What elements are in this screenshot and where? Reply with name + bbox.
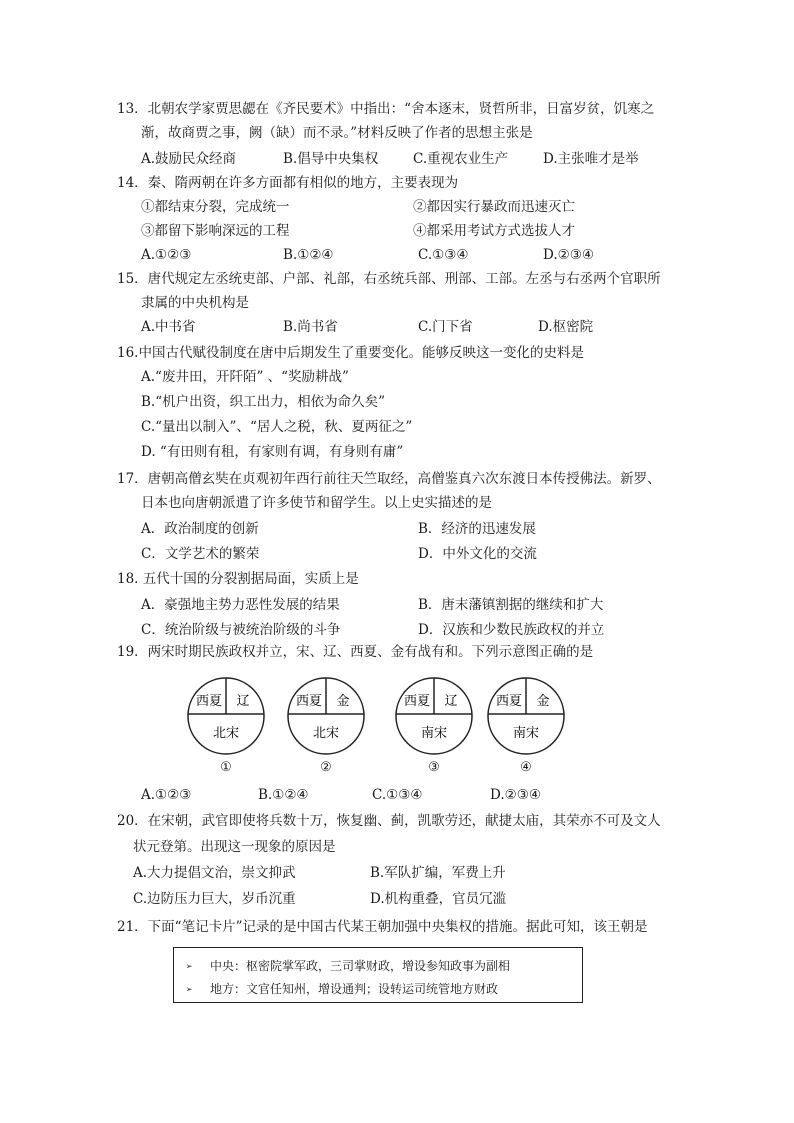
q16-stem: 16.中国古代赋役制度在唐中后期发生了重要变化。能够反映这一变化的史料是 xyxy=(117,345,584,361)
q17-option-c[interactable]: C．文学艺术的繁荣 xyxy=(141,546,260,562)
q13-option-a[interactable]: A.鼓励民众经商 xyxy=(141,151,237,167)
q16-option-a[interactable]: A.“废井田，开阡陌” 、“奖励耕战” xyxy=(141,369,349,385)
q18-stem: 18. 五代十国的分裂割据局面，实质上是 xyxy=(117,571,359,587)
q19-diagrams xyxy=(186,676,576,776)
q18-option-b[interactable]: B．唐末藩镇割据的继续和扩大 xyxy=(418,597,604,613)
region-right-label: 辽 xyxy=(236,694,250,709)
q15-stem-line1: 15．唐代规定左丞统吏部、户部、礼部，右丞统兵部、刑部、工部。左丞与右丞两个官职所 xyxy=(117,271,661,287)
q15-option-b[interactable]: B.尚书省 xyxy=(283,319,338,335)
q19-diagram-2-label: ② xyxy=(320,760,332,775)
q15-option-a[interactable]: A.中书省 xyxy=(141,319,196,335)
q20-option-d[interactable]: D.机构重叠，官员冗滥 xyxy=(370,891,507,907)
q19-diagram-4 xyxy=(486,676,566,756)
q19-diagram-3 xyxy=(394,676,474,756)
arrow-bullet-icon: ➢ xyxy=(186,960,193,973)
q18-option-d[interactable]: D．汉族和少数民族政权的并立 xyxy=(418,622,605,638)
region-bottom-label: 南宋 xyxy=(420,726,448,741)
q20-option-a[interactable]: A.大力提倡文治，崇文抑武 xyxy=(133,865,296,881)
q17-stem-line1: 17．唐朝高僧玄奘在贞观初年西行前往天竺取经，高僧鉴真六次东渡日本传授佛法。新罗、 xyxy=(117,471,661,487)
q14-option-a[interactable]: A.①②③ xyxy=(141,247,192,263)
region-right-label: 金 xyxy=(336,694,350,709)
q19-diagram-4-label: ④ xyxy=(520,760,532,775)
note-card xyxy=(173,947,583,1003)
q16-option-d[interactable]: D. “有田则有租，有家则有调，有身则有庸” xyxy=(141,444,404,460)
region-bottom-label: 北宋 xyxy=(212,726,240,741)
q20-option-c[interactable]: C.边防压力巨大，岁币沉重 xyxy=(133,891,296,907)
q19-option-b[interactable]: B.①②④ xyxy=(258,787,309,803)
note-card-central-text: 中央：枢密院掌军政，三司掌财政，增设参知政事为副相 xyxy=(210,959,511,973)
region-right-label: 金 xyxy=(536,694,550,709)
q20-stem-line1: 20．在宋朝，武官即使将兵数十万，恢复幽、蓟，凯歌劳还，献捷太庙，其荣亦不可及文人 xyxy=(117,813,661,829)
q19-stem: 19．两宋时期民族政权并立，宋、辽、西夏、金有战有和。下列示意图正确的是 xyxy=(117,644,594,660)
q19-option-a[interactable]: A.①②③ xyxy=(141,787,192,803)
q13-option-b[interactable]: B.倡导中央集权 xyxy=(283,151,379,167)
q13-stem-line2: 渐，故商贾之事，阙（缺）而不录。”材料反映了作者的思想主张是 xyxy=(141,125,533,141)
q14-item-4: ④都采用考试方式选拔人才 xyxy=(413,223,575,239)
q13-option-c[interactable]: C.重视农业生产 xyxy=(413,151,509,167)
q16-option-c[interactable]: C.“量出以制入”、“居人之税，秋、夏两征之” xyxy=(141,419,413,435)
q17-option-a[interactable]: A．政治制度的创新 xyxy=(141,521,259,537)
region-left-label: 西夏 xyxy=(195,694,223,709)
note-card-local-text: 地方：文官任知州，增设通判；设转运司统管地方财政 xyxy=(210,982,499,996)
q19-diagram-1-label: ① xyxy=(220,760,232,775)
q17-stem-line2: 日本也向唐朝派遣了许多使节和留学生。以上史实描述的是 xyxy=(141,495,492,511)
q17-option-b[interactable]: B．经济的迅速发展 xyxy=(418,521,536,537)
q14-option-c[interactable]: C.①③④ xyxy=(418,247,469,263)
q19-diagram-2 xyxy=(286,676,366,756)
region-left-label: 西夏 xyxy=(495,694,523,709)
q19-option-c[interactable]: C.①③④ xyxy=(372,787,423,803)
region-bottom-label: 南宋 xyxy=(512,726,540,741)
q16-option-b[interactable]: B.“机户出资，织工出力，相依为命久矣” xyxy=(141,394,386,410)
q20-option-b[interactable]: B.军队扩编，军费上升 xyxy=(370,865,506,881)
q18-option-a[interactable]: A．豪强地主势力恶性发展的结果 xyxy=(141,597,340,613)
q14-option-b[interactable]: B.①②④ xyxy=(283,247,334,263)
q14-option-d[interactable]: D.②③④ xyxy=(543,247,594,263)
q15-option-c[interactable]: C.门下省 xyxy=(418,319,473,335)
region-bottom-label: 北宋 xyxy=(312,726,340,741)
q13-option-d[interactable]: D.主张唯才是举 xyxy=(543,151,639,167)
q14-item-3: ③都留下影响深远的工程 xyxy=(141,223,290,239)
q20-stem-line2: 状元登第。出现这一现象的原因是 xyxy=(133,839,336,855)
note-card-row-local xyxy=(186,981,498,998)
q15-stem-line2: 隶属的中央机构是 xyxy=(141,295,249,311)
q14-item-1: ①都结束分裂，完成统一 xyxy=(141,199,290,215)
q19-diagram-3-label: ③ xyxy=(428,760,440,775)
q18-option-c[interactable]: C．统治阶级与被统治阶级的斗争 xyxy=(141,622,341,638)
q21-stem: 21．下面“笔记卡片”记录的是中国古代某王朝加强中央集权的措施。据此可知，该王朝是 xyxy=(117,919,648,935)
q13-stem-line1: 13．北朝农学家贾思勰在《齐民要术》中指出：“舍本逐末，贤哲所非，日富岁贫，饥寒之 xyxy=(117,101,655,117)
q17-option-d[interactable]: D．中外文化的交流 xyxy=(418,546,537,562)
q19-diagram-1 xyxy=(186,676,266,756)
arrow-bullet-icon: ➢ xyxy=(186,983,193,996)
q14-stem: 14．秦、隋两朝在许多方面都有相似的地方，主要表现为 xyxy=(117,175,459,191)
region-left-label: 西夏 xyxy=(403,694,431,709)
q15-option-d[interactable]: D.枢密院 xyxy=(538,319,594,335)
note-card-row-central xyxy=(186,958,510,975)
region-right-label: 辽 xyxy=(444,694,458,709)
region-left-label: 西夏 xyxy=(295,694,323,709)
q19-option-d[interactable]: D.②③④ xyxy=(490,787,541,803)
q14-item-2: ②都因实行暴政而迅速灭亡 xyxy=(413,199,575,215)
